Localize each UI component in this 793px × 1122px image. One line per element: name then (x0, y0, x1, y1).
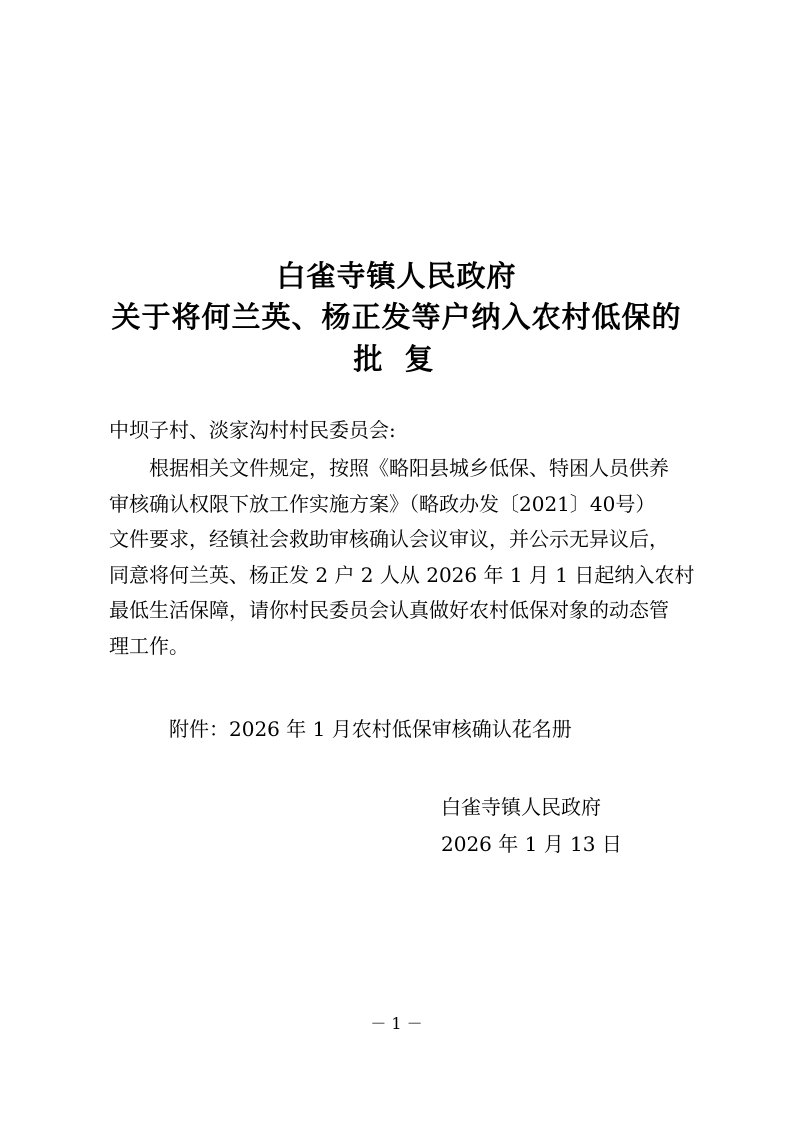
paragraph-line: 最低生活保障，请你村民委员会认真做好农村低保对象的动态管 (109, 598, 669, 622)
document-title-line-1: 白雀寺镇人民政府 (276, 259, 517, 293)
document-title-line-2: 关于将何兰英、杨正发等户纳入农村低保的 (111, 300, 682, 334)
addressee: 中坝子村、淡家沟村村民委员会: (109, 418, 396, 442)
signature-date: 2026 年 1 月 13 日 (441, 832, 622, 856)
paragraph-line: 理工作。 (109, 633, 189, 658)
paragraph-line: 文件要求，经镇社会救助审核确认会议审议，并公示无异议后， (109, 527, 669, 551)
signature-organization: 白雀寺镇人民政府 (441, 795, 601, 819)
paragraph-line: 审核确认权限下放工作实施方案》（略政办发〔2021〕40号） (109, 491, 656, 516)
body-paragraph (109, 451, 695, 664)
page-number: － 1 － (370, 1014, 423, 1033)
document-title-line-3: 批 复 (353, 342, 440, 376)
paragraph-line: 根据相关文件规定，按照《略阳县城乡低保、特困人员供养 (149, 456, 669, 480)
attachment-note: 附件：2026 年 1 月农村低保审核确认花名册 (169, 717, 572, 741)
paragraph-line: 同意将何兰英、杨正发 2 户 2 人从 2026 年 1 月 1 日起纳入农村 (109, 562, 695, 587)
